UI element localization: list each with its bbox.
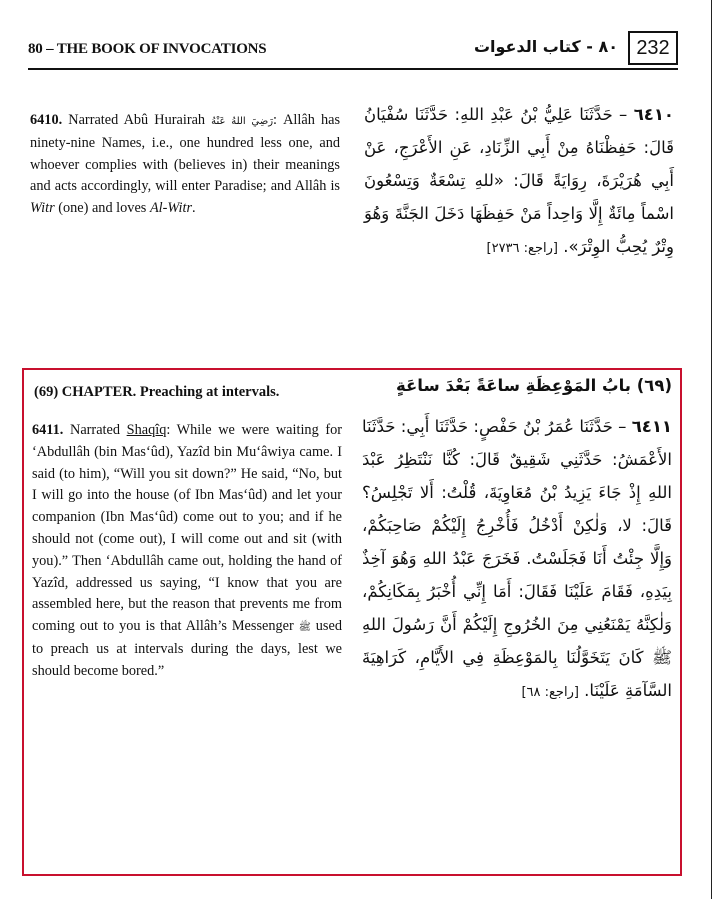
arabic-running-head: ٨٠ - كتاب الدعوات [473,37,618,56]
page-number: 232 [628,31,678,65]
arabic-reference: [راجع: ٢٧٣٦] [486,241,558,256]
narrator: Shaqîq [126,422,167,438]
hadith-text-2: (one) and loves [58,200,147,217]
narrator: Narrated Abû Hurairah [68,112,206,128]
arabic-hadith-number: ٦٤١١ [631,417,672,436]
hadith-number: 6411. [32,422,64,438]
header-rule [28,68,678,70]
hadith-text: : Allâh has ninety-nine Names, i.e., one hundred less one, and whoever complies with (believes in) their meanings and acts accordingly, will enter Paradise; and Allâh is [30,112,341,195]
chapter-title-english: (69) CHAPTER. Preaching at intervals. [34,384,280,400]
hadith-6410-arabic [364,98,674,265]
hadith-6411-english [32,420,342,683]
page-edge-rule [711,0,712,899]
witr-term: Witr [30,200,55,217]
hadith-number: 6410. [30,112,63,128]
running-head: 80 – THE BOOK OF INVOCATIONS [28,41,267,57]
page-header [28,28,678,70]
hadith-end: . [192,200,196,217]
arabic-hadith-number: ٦٤١٠ [633,105,674,124]
honorific: رَضِيَ اللهُ عَنْهُ [211,116,274,127]
al-witr-term: Al-Witr [149,200,193,217]
hadith-text-2: used to preach us at intervals during the days, lest we should become bored.” [32,618,342,679]
arabic-reference: [راجع: ٦٨] [521,685,579,700]
hadith-text: : While we were waiting for ‘Abdullâh (bin Mas‘ûd), Yazîd bin Mu‘âwiya came. I said (to him), “Will you sit down?” He said, “No, but I will go into the house (of Ibn Mas‘ûd) and let your companion (Ibn Mas‘ûd) come out to you; and if he should not (come out), I will come out and sit (with you).” Then ‘Abdullâh came out, holding the hand of Yazîd, addressed us saying, “I know that you are assembled here, but the reason that prevents me from coming out to you is that Allâh’s Messenger [32,422,342,635]
arabic-hadith-text: – حَدَّثَنَا عُمَرُ بْنُ حَفْصٍ: حَدَّثَنَا أَبِي: حَدَّثَنَا الأَعْمَشُ: حَدَّثَنِي شَقِيقٌ قَالَ: كُنَّا نَنْتَظِرُ عَبْدَ اللهِ إِذْ جَاءَ يَزِيدُ بْنُ مُعَاوِيَةَ، قُلْتُ: أَلا تَجْلِسُ؟ قَالَ: لا، وَلٰكِنْ أَدْخُلُ فَأُخْرِجُ إِلَيْكُمْ صَاحِبَكُمْ، وَإِلَّا جِئْتُ أَنَا فَجَلَسْتُ. فَخَرَجَ عَبْدُ اللهِ وَهُوَ آخِذٌ بِيَدِهِ، فَقَامَ عَلَيْنَا فَقَالَ: أَمَا إِنِّي أُخْبَرُ بِمَكَانِكُمْ، وَلٰكِنَّهُ يَمْنَعُنِي مِنَ الخُرُوجِ إِلَيْكُمْ أَنَّ رَسُولَ اللهِ ﷺ كَانَ يَتَخَوَّلُنَا بِالمَوْعِظَةِ فِي الأَيَّامِ، كَرَاهِيَةَ السَّآمَةِ عَلَيْنَا. [362,417,672,700]
chapter-title-arabic: (٦٩) بابُ المَوْعِظَةِ ساعَةً بَعْدَ ساعَةٍ [396,376,672,395]
hadith-6411-arabic [362,410,672,709]
hadith-6410-english [30,110,340,220]
chapter-69-highlight-box [22,368,682,876]
narrated-label: Narrated [70,422,121,438]
arabic-hadith-text: – حَدَّثَنَا عَلِيُّ بْنُ عَبْدِ اللهِ: حَدَّثَنَا سُفْيَانُ قَالَ: حَفِظْنَاهُ مِنْ أَبِي الزِّنَادِ، عَنِ الأَعْرَجِ، عَنْ أَبِي هُرَيْرَةَ، رِوَايَةً قَالَ: «للهِ تِسْعَةٌ وَتِسْعُونَ اسْماً مِائَةٌ إِلَّا وَاحِداً مَنْ حَفِظَهَا دَخَلَ الجَنَّةَ وَهُوَ وِتْرٌ يُحِبُّ الوِتْرَ». [364,105,674,256]
salutation-glyph: ﷺ [298,622,311,634]
